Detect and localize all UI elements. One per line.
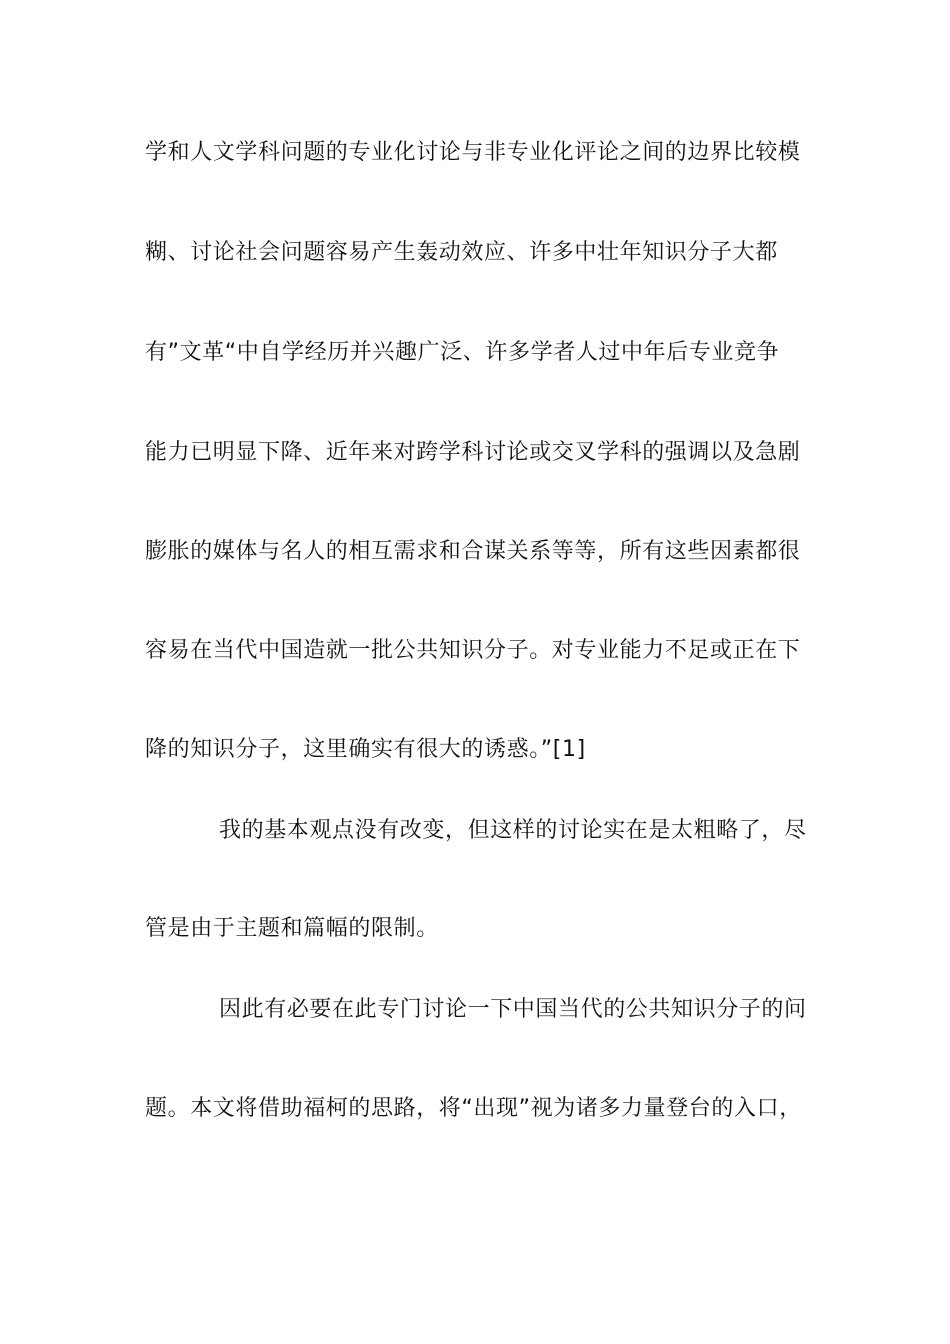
text-line-3: 有”文革“中自学经历并兴趣广泛、许多学者人过中年后专业竞争 [145,340,780,365]
text-line-4: 能力已明显下降、近年来对跨学科讨论或交叉学科的强调以及急剧 [145,440,801,465]
text-line-11: 题。本文将借助福柯的思路，将“出现”视为诸多力量登台的入口， [145,1096,802,1121]
text-line-9: 管是由于主题和篇幅的限制。 [145,916,439,941]
text-line-8: 我的基本观点没有改变，但这样的讨论实在是太粗略了，尽 [219,818,807,843]
text-line-7: 降的知识分子，这里确实有很大的诱惑。”[1] [145,737,586,762]
text-line-6: 容易在当代中国造就一批公共知识分子。对专业能力不足或正在下 [145,638,801,663]
text-line-1: 学和人文学科问题的专业化讨论与非专业化评论之间的边界比较模 [145,140,801,165]
text-line-2: 糊、讨论社会问题容易产生轰动效应、许多中壮年知识分子大都 [145,240,778,265]
text-line-5: 膨胀的媒体与名人的相互需求和合谋关系等等，所有这些因素都很 [145,539,801,564]
text-line-10: 因此有必要在此专门讨论一下中国当代的公共知识分子的问 [219,997,807,1022]
